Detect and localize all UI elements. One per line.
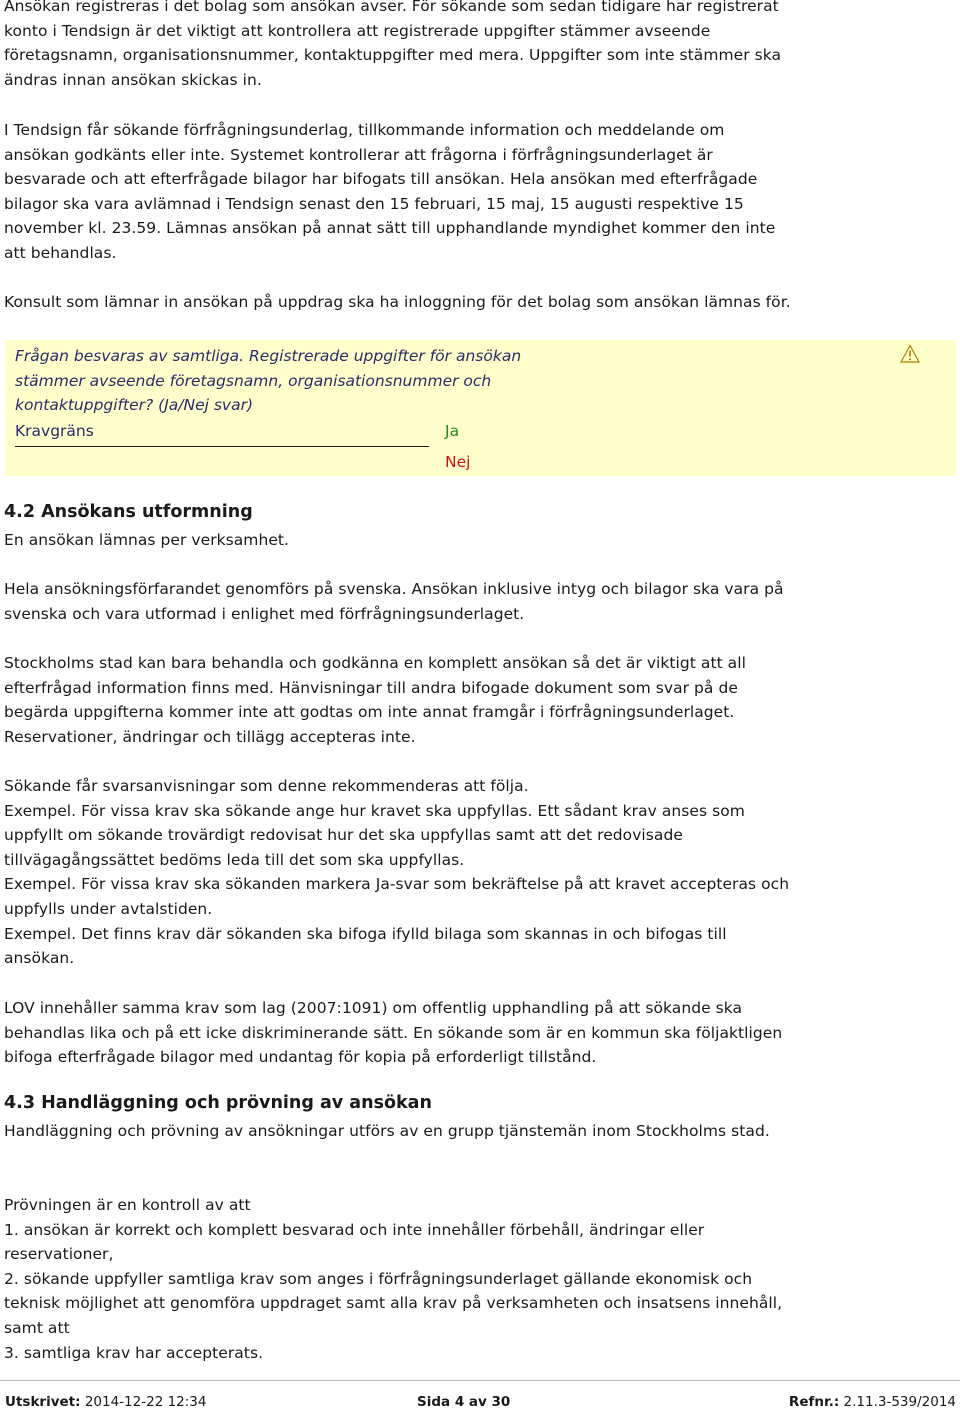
page-footer (0, 1380, 960, 1412)
answer-option-yes[interactable]: Ja (445, 422, 460, 440)
footer-printed (5, 1394, 206, 1410)
footer-ref-value: 2.11.3-539/2014 (843, 1394, 956, 1410)
paragraph-one-per-business: En ansökan lämnas per verksamhet. (4, 531, 290, 549)
question-box (5, 340, 956, 476)
section-heading-4-2: 4.2 Ansökans utformning (4, 502, 253, 522)
paragraph-example-1: Exempel. För vissa krav ska sökande ange hur kravet ska uppfyllas. Ett sådant krav anses som uppfyllt om sökande trovärdigt redovisat hur det ska uppfyllas samt att det redovisade tillvägagångssättet bedöms leda till det som ska uppfyllas. (4, 801, 745, 869)
footer-printed-value: 2014-12-22 12:34 (84, 1394, 207, 1410)
paragraph-instructions: Sökande får svarsanvisningar som denne rekommenderas att följa. (4, 777, 529, 795)
warning-icon (900, 344, 920, 364)
paragraph-review-item-3: 3. samtliga krav har accepterats. (4, 1343, 264, 1362)
paragraph-tendsign: I Tendsign får sökande förfrågningsunderlag, tillkommande information och meddelande om ansökan godkänts eller inte. Systemet kontrollerar att frågorna i förfrågningsunderlaget är besvarade och att efterfrågade bilagor har bifogats till ansökan. Hela ansökan med efterfrågade bilagor ska vara avlämnad i Tendsign senast den 15 februari, 15 maj, 15 augusti respektive 15 november kl. 23.59. Lämnas ansökan på annat sätt till upphandlande myndighet kommer den inte att behandlas. (4, 121, 776, 262)
paragraph-review-item-2: 2. sökande uppfyller samtliga krav som anges i förfrågningsunderlaget gällande ekonomisk och teknisk möjlighet att genomföra uppdraget samt alla krav på verksamheten och insatsens innehåll, samt att (4, 1269, 783, 1337)
answer-option-no[interactable]: Nej (445, 453, 471, 471)
question-text: Frågan besvaras av samtliga. Registrerade uppgifter för ansökan stämmer avseende företagsnamn, organisationsnummer och kontaktuppgifter? (Ja/Nej svar) (15, 347, 522, 415)
footer-page-number (417, 1394, 510, 1410)
requirement-label: Kravgräns (15, 422, 94, 440)
paragraph-complete-application: Stockholms stad kan bara behandla och godkänna en komplett ansökan så det är viktigt att all efterfrågad information finns med. Hänvisningar till andra bifogade dokument som svar på de begärda uppgifterna kommer inte att godtas om inte annat framgår i förfrågningsunderlaget. Reservationer, ändringar och tillägg accepteras inte. (4, 654, 746, 746)
paragraph-review-item-1: 1. ansökan är korrekt och komplett besvarad och inte innehåller förbehåll, ändringar eller reservationer, (4, 1220, 705, 1264)
paragraph-handling: Handläggning och prövning av ansökningar utförs av en grupp tjänstemän inom Stockholms stad. (4, 1122, 770, 1140)
footer-ref-label: Refnr.: (788, 1394, 840, 1410)
footer-reference (789, 1394, 956, 1410)
section-heading-4-3: 4.3 Handläggning och prövning av ansökan (4, 1093, 432, 1113)
paragraph-language: Hela ansökningsförfarandet genomförs på svenska. Ansökan inklusive intyg och bilagor ska vara på svenska och vara utformad i enlighet med förfrågningsunderlaget. (4, 580, 784, 623)
footer-printed-label: Utskrivet: (5, 1394, 81, 1410)
paragraph-review-intro: Prövningen är en kontroll av att (4, 1196, 251, 1214)
paragraph-group-review (4, 1193, 794, 1365)
paragraph-lov: LOV innehåller samma krav som lag (2007:1091) om offentlig upphandling på att sökande ska behandlas lika och på ett icke diskriminerande sätt. En sökande som är en kommun ska följaktligen bifoga efterfrågade bilagor med undantag för kopia på erforderligt tillstånd. (4, 999, 783, 1067)
footer-page-label: Sida 4 av 30 (417, 1394, 511, 1410)
paragraph-registration: Ansökan registreras i det bolag som ansökan avser. För sökande som sedan tidigare har registrerat konto i Tendsign är det viktigt att kontrollera att registrerade uppgifter stämmer avseende företagsnamn, organisationsnummer, kontaktuppgifter med mera. Uppgifter som inte stämmer ska ändras innan ansökan skickas in. (4, 0, 782, 89)
paragraph-group-instructions (4, 774, 794, 971)
paragraph-example-2: Exempel. För vissa krav ska sökanden markera Ja-svar som bekräftelse på att kravet accepteras och uppfylls under avtalstiden. (4, 875, 790, 918)
paragraph-consultant: Konsult som lämnar in ansökan på uppdrag ska ha inloggning för det bolag som ansökan lämnas för. (4, 293, 791, 311)
paragraph-example-3: Exempel. Det finns krav där sökanden ska bifoga ifylld bilaga som skannas in och bifogas till ansökan. (4, 924, 727, 968)
requirement-underline (15, 446, 429, 447)
